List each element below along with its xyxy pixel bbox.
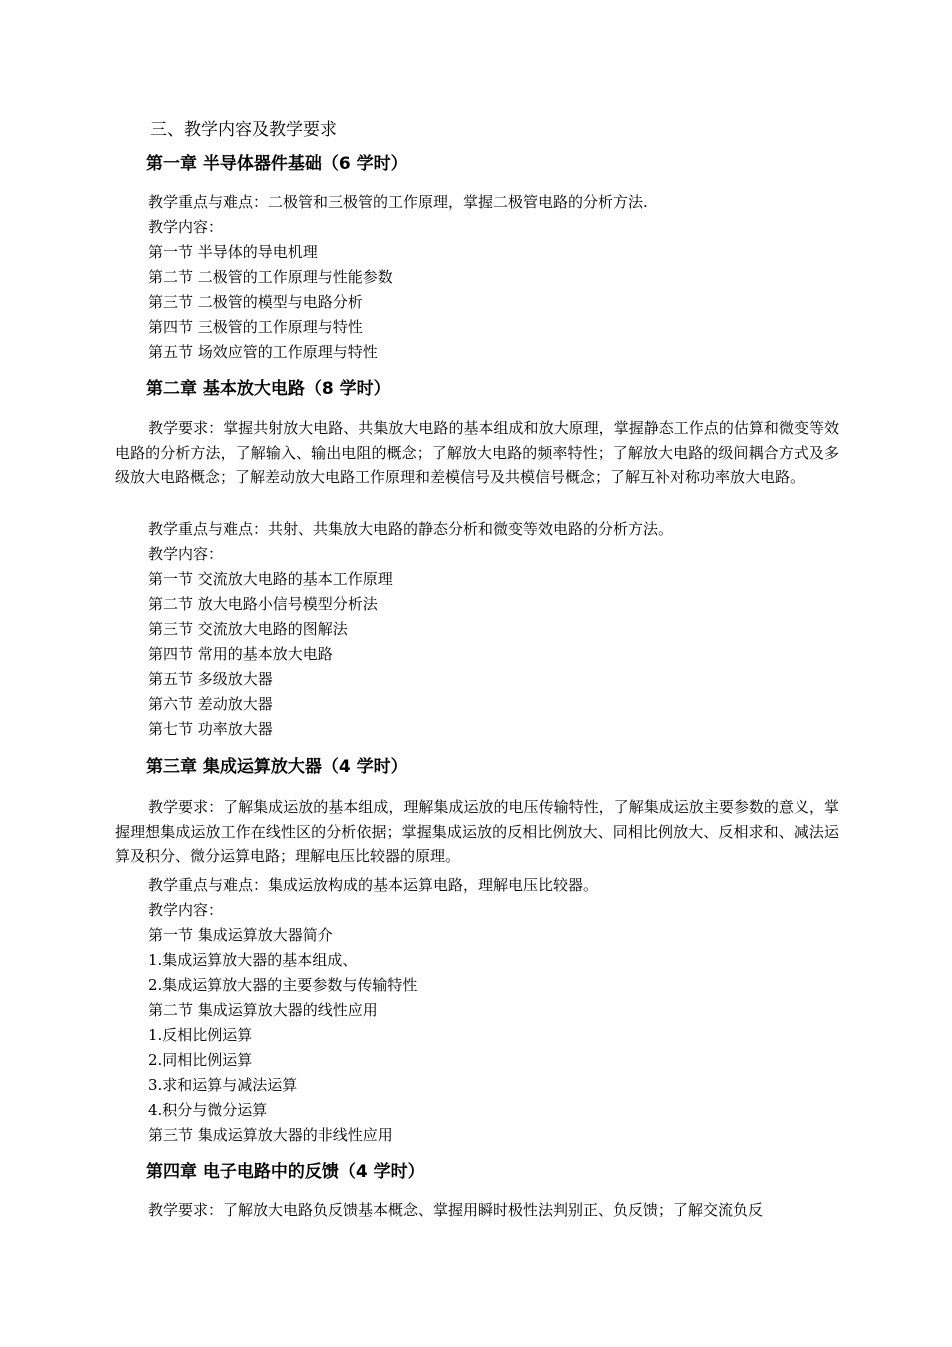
chapter-3-title: 第三章 集成运算放大器（4 学时） — [146, 757, 408, 777]
chapter-2-item: 第五节 多级放大器 — [148, 670, 273, 688]
chapter-3-item: 4.积分与微分运算 — [148, 1101, 268, 1119]
chapter-4-title: 第四章 电子电路中的反馈（4 学时） — [146, 1162, 425, 1182]
chapter-1-item: 第四节 三极管的工作原理与特性 — [148, 318, 363, 336]
chapter-3-content-label: 教学内容： — [148, 901, 224, 919]
chapter-3-item: 3.求和运算与减法运算 — [148, 1076, 298, 1094]
chapter-2-item: 第三节 交流放大电路的图解法 — [148, 620, 348, 638]
chapter-1-item: 第三节 二极管的模型与电路分析 — [148, 293, 363, 311]
chapter-1-title: 第一章 半导体器件基础（6 学时） — [146, 154, 408, 174]
chapter-4-requirements: 教学要求：了解放大电路负反馈基本概念、掌握用瞬时极性法判别正、负反馈；了解交流负反 — [148, 1201, 764, 1219]
chapter-1-item: 第二节 二极管的工作原理与性能参数 — [148, 268, 393, 286]
chapter-2-content-label: 教学内容： — [148, 545, 224, 563]
chapter-3-item: 2.集成运算放大器的主要参数与传输特性 — [148, 976, 418, 994]
chapter-1-item: 第五节 场效应管的工作原理与特性 — [148, 343, 378, 361]
chapter-2-title: 第二章 基本放大电路（8 学时） — [146, 379, 391, 399]
chapter-2-item: 第二节 放大电路小信号模型分析法 — [148, 595, 378, 613]
chapter-1-item: 第一节 半导体的导电机理 — [148, 243, 318, 261]
chapter-2-item: 第一节 交流放大电路的基本工作原理 — [148, 570, 393, 588]
chapter-3-item: 2.同相比例运算 — [148, 1051, 253, 1069]
chapter-2-item: 第七节 功率放大器 — [148, 720, 273, 738]
chapter-1-key-points: 教学重点与难点：二极管和三极管的工作原理，掌握二极管电路的分析方法. — [148, 193, 648, 211]
chapter-3-item: 第一节 集成运算放大器简介 — [148, 926, 333, 944]
chapter-2-item: 第六节 差动放大器 — [148, 695, 273, 713]
chapter-3-item: 1.集成运算放大器的基本组成、 — [148, 951, 358, 969]
chapter-3-item: 1.反相比例运算 — [148, 1026, 253, 1044]
chapter-2-key-points: 教学重点与难点：共射、共集放大电路的静态分析和微变等效电路的分析方法。 — [148, 520, 674, 538]
chapter-1-content-label: 教学内容： — [148, 218, 224, 236]
chapter-2-item: 第四节 常用的基本放大电路 — [148, 645, 333, 663]
chapter-3-item: 第三节 集成运算放大器的非线性应用 — [148, 1126, 393, 1144]
chapter-3-requirements: 教学要求：了解集成运放的基本组成，理解集成运放的电压传输特性，了解集成运放主要参数的意义，掌握理想集成运放工作在线性区的分析依据；掌握集成运放的反相比例放大、同相比例放大、反相求和、减法运算及积分、微分运算电路；理解电压比较器的原理。 — [115, 798, 839, 866]
section-title: 三、教学内容及教学要求 — [150, 120, 337, 140]
chapter-3-item: 第二节 集成运算放大器的线性应用 — [148, 1001, 378, 1019]
chapter-2-requirements: 教学要求：掌握共射放大电路、共集放大电路的基本组成和放大原理，掌握静态工作点的估算和微变等效电路的分析方法，了解输入、输出电阻的概念；了解放大电路的频率特性；了解放大电路的级间耦合方式及多级放大电路概念；了解差动放大电路工作原理和差模信号及共模信号概念；了解互补对称功率放大电路。 — [115, 419, 839, 487]
chapter-3-key-points: 教学重点与难点：集成运放构成的基本运算电路，理解电压比较器。 — [148, 876, 599, 894]
